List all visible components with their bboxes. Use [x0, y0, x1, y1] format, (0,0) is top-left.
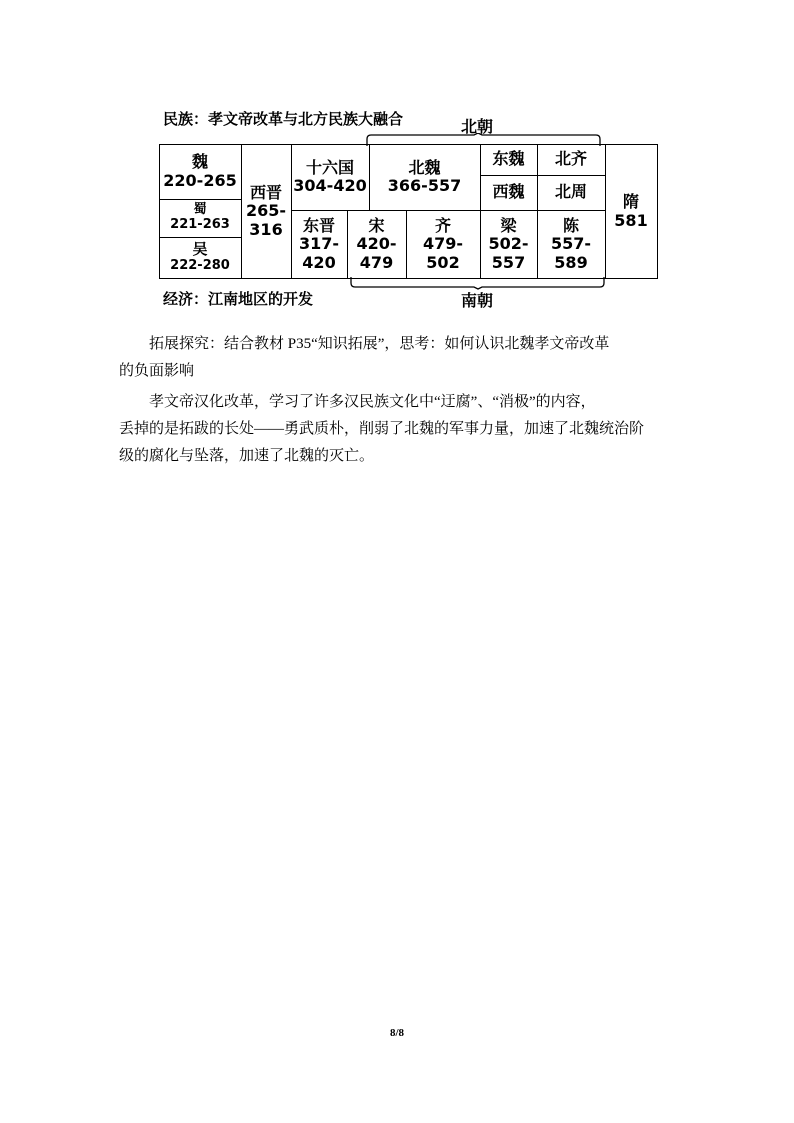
sui-years: 581 — [614, 210, 648, 230]
song-name: 宋 — [368, 215, 385, 235]
north-dynasties-label: 北朝 — [461, 117, 494, 136]
dongjin-name: 东晋 — [302, 215, 335, 235]
xiwei-name: 西魏 — [492, 182, 525, 202]
chen-years-start: 557- — [550, 234, 592, 254]
cell-wei — [159, 144, 241, 199]
beiwei-name: 北魏 — [408, 157, 441, 177]
answer-line-2: 丢掉的是拓跋的长处——勇武质朴，削弱了北魏的军事力量，加速了北魏统治阶 — [119, 421, 645, 437]
liang-name: 梁 — [500, 215, 517, 235]
wu-years: 222-280 — [170, 257, 230, 273]
wu-name: 吴 — [192, 240, 208, 259]
shu-years: 221-263 — [170, 217, 230, 232]
cell-xijin — [241, 144, 291, 279]
cell-xiwei — [480, 175, 537, 210]
song-years-start: 420- — [356, 234, 397, 254]
dynasty-chart — [159, 144, 658, 279]
qi-years-end: 502 — [426, 252, 460, 272]
cell-sixteen-kingdoms — [291, 144, 369, 210]
xijin-years-start: 265- — [245, 201, 287, 221]
wei-name: 魏 — [191, 152, 208, 172]
sui-name: 隋 — [622, 192, 639, 212]
chen-years-end: 589 — [554, 252, 588, 272]
cell-wu — [159, 237, 241, 278]
cell-chen — [537, 210, 605, 279]
beiqi-name: 北齐 — [554, 149, 587, 169]
extension-question — [119, 331, 679, 385]
beizhou-name: 北周 — [554, 182, 587, 202]
chart-top-label: 民族：孝文帝改革与北方民族大融合 — [163, 110, 404, 128]
sixteen-name: 十六国 — [305, 157, 354, 177]
liang-years-end: 557 — [491, 252, 526, 272]
page-number: 8/8 — [389, 1027, 405, 1039]
cell-sui — [605, 144, 657, 279]
cell-liang — [480, 210, 537, 279]
cell-beizhou — [537, 175, 605, 210]
dongjin-years-start: 317- — [298, 234, 340, 254]
cell-beiwei — [369, 144, 480, 210]
qi-years-start: 479- — [422, 234, 464, 254]
song-years-end: 479 — [359, 252, 394, 272]
dongjin-years-end: 420 — [302, 252, 336, 272]
cell-dongwei — [480, 144, 537, 175]
chen-name: 陈 — [562, 215, 579, 235]
south-dynasties-label: 南朝 — [461, 291, 494, 310]
liang-years-start: 502- — [488, 234, 529, 254]
beiwei-years: 366-557 — [387, 176, 462, 195]
xijin-years-end: 316 — [249, 219, 283, 239]
cell-beiqi — [537, 144, 605, 175]
cell-song — [347, 210, 406, 279]
dongwei-name: 东魏 — [492, 149, 525, 169]
cell-dongjin — [291, 210, 347, 279]
answer-line-3: 级的腐化与坠落，加速了北魏的灭亡。 — [119, 448, 375, 464]
question-line-1: 拓展探究：结合教材 P35“知识拓展”，思考：如何认识北魏孝文帝改革 — [149, 336, 610, 352]
answer-paragraph — [119, 389, 679, 470]
cell-qi — [406, 210, 480, 279]
cell-shu — [159, 199, 241, 237]
question-line-2: 的负面影响 — [119, 363, 195, 379]
answer-line-1: 孝文帝汉化改革，学习了许多汉民族文化中“迂腐”、“消极”的内容， — [149, 394, 596, 410]
chart-bottom-label: 经济：江南地区的开发 — [163, 290, 314, 308]
xijin-name: 西晋 — [249, 182, 282, 202]
wei-years: 220-265 — [163, 170, 237, 190]
sixteen-years: 304-420 — [293, 176, 367, 195]
shu-name: 蜀 — [193, 202, 207, 218]
qi-name: 齐 — [434, 215, 451, 235]
